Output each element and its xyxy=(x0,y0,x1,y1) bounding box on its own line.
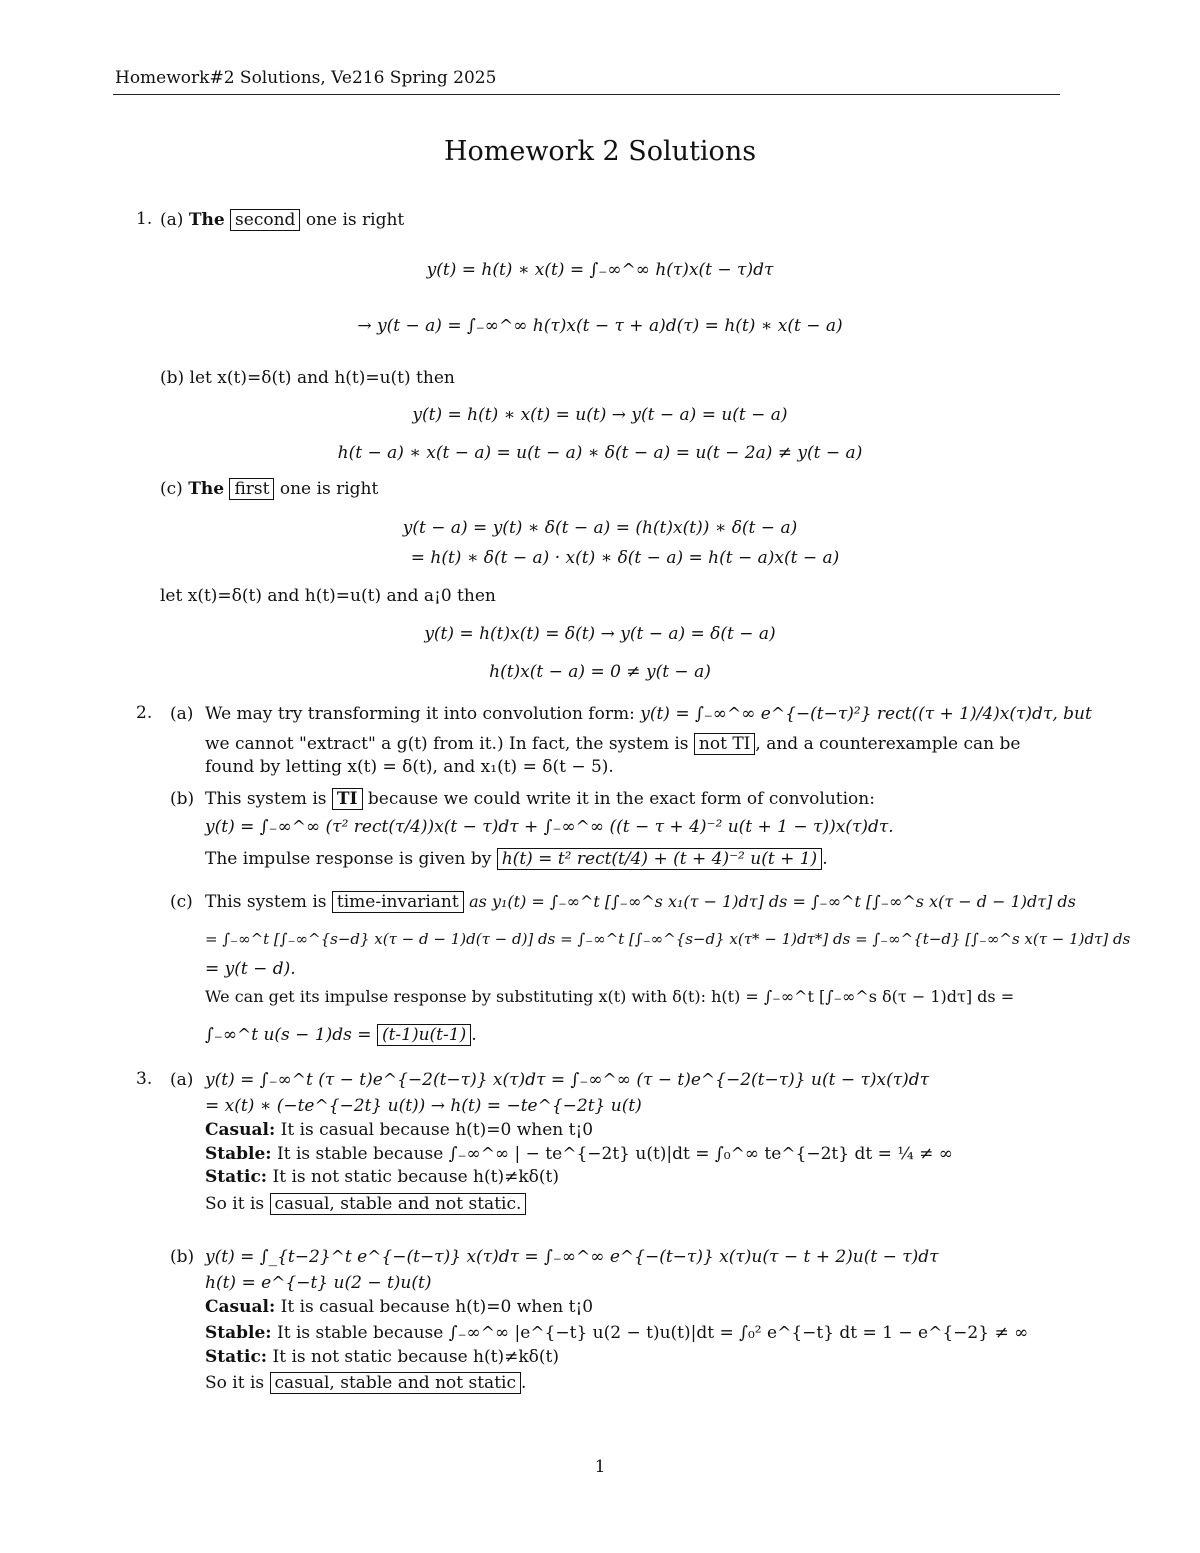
q2b-line3a: The impulse response is given by xyxy=(205,849,492,869)
q3b-label: (b) xyxy=(170,1247,195,1267)
page-title: Homework 2 Solutions xyxy=(443,136,757,167)
q3a-static-text: It is not static because h(t)≠kδ(t) xyxy=(272,1167,559,1187)
q1a-the: The xyxy=(188,210,225,230)
q3b-stable-label: Stable: xyxy=(205,1323,272,1343)
q3b-stable-text: It is stable because ∫₋∞^∞ |e^{−t} u(2 − t)u(t)|dt = ∫₀² e^{−t} dt = 1 − e^{−2} ≠ ∞ xyxy=(277,1323,1029,1343)
q1b-eq1: y(t) = h(t) ∗ x(t) = u(t) → y(t − a) = u(t − a) xyxy=(412,405,788,425)
q3a-casual-text: It is casual because h(t)=0 when t¡0 xyxy=(280,1120,594,1140)
q2b-answer-box: TI xyxy=(332,788,363,810)
q3a-static xyxy=(205,1166,559,1188)
q2c-line5 xyxy=(205,1024,477,1046)
q1c-text2: let x(t)=δ(t) and h(t)=u(t) and a¡0 then xyxy=(160,586,496,606)
q1c-answer-box: first xyxy=(229,478,274,500)
q3a-label: (a) xyxy=(170,1070,194,1090)
running-header xyxy=(113,68,1060,95)
q2a-line2a: we cannot "extract" a g(t) from it.) In fact, the system is xyxy=(205,734,689,754)
q2c-line5a: ∫₋∞^t u(s − 1)ds = xyxy=(205,1025,372,1045)
q2c-line2: = ∫₋∞^t [∫₋∞^{s−d} x(τ − d − 1)d(τ − d)] ds = ∫₋∞^t [∫₋∞^{s−d} x(τ* − 1)dτ*] ds = ∫₋∞^{t−d} [∫₋∞^s x(τ − 1)dτ] ds xyxy=(205,930,1131,948)
q3a-conclusion xyxy=(205,1193,526,1215)
q2b-line1a: This system is xyxy=(205,789,327,809)
q2c-line5b: . xyxy=(471,1025,477,1045)
q3a-casual xyxy=(205,1119,593,1141)
q2a-line1a: We may try transforming it into convolution form: xyxy=(205,704,635,724)
q3a-casual-label: Casual: xyxy=(205,1120,276,1140)
q2c-answer-box: time-invariant xyxy=(332,891,464,913)
q2a-answer-box: not TI xyxy=(694,733,755,755)
q2a-line2b: , and a counterexample can be xyxy=(755,734,1021,754)
q1c-eq4: h(t)x(t − a) = 0 ≠ y(t − a) xyxy=(489,662,711,682)
q3b-line1: y(t) = ∫_{t−2}^t e^{−(t−τ)} x(τ)dτ = ∫₋∞^∞ e^{−(t−τ)} x(τ)u(τ − t + 2)u(t − τ)dτ xyxy=(205,1247,939,1267)
q2a-line2 xyxy=(205,733,1020,755)
q3a-line2: = x(t) ∗ (−te^{−2t} u(t)) → h(t) = −te^{−2t} u(t) xyxy=(205,1096,642,1116)
q3b-line2: h(t) = e^{−t} u(2 − t)u(t) xyxy=(205,1273,432,1293)
q2b-line3b: . xyxy=(822,849,828,869)
q1c-eq2: = h(t) ∗ δ(t − a) · x(t) ∗ δ(t − a) = h(t − a)x(t − a) xyxy=(410,548,840,568)
q3b-static-text: It is not static because h(t)≠kδ(t) xyxy=(272,1347,559,1367)
q2c-line1b: as y₁(t) = ∫₋∞^t [∫₋∞^s x₁(τ − 1)dτ] ds = ∫₋∞^t [∫₋∞^s x(τ − d − 1)dτ] ds xyxy=(469,892,1076,911)
q1c-label: (c) xyxy=(160,479,183,499)
q2c-line1 xyxy=(205,891,1076,913)
q2c-line4: We can get its impulse response by substituting x(t) with δ(t): h(t) = ∫₋∞^t [∫₋∞^s δ(τ − 1)dτ] ds = xyxy=(205,987,1015,1006)
q1a-eq2: → y(t − a) = ∫₋∞^∞ h(τ)x(t − τ + a)d(τ) = h(t) ∗ x(t − a) xyxy=(357,316,843,336)
q1c-eq3: y(t) = h(t)x(t) = δ(t) → y(t − a) = δ(t − a) xyxy=(424,624,776,644)
q2a-line1 xyxy=(205,703,1092,725)
q1b-text: (b) let x(t)=δ(t) and h(t)=u(t) then xyxy=(160,368,455,388)
q3a-stable-label: Stable: xyxy=(205,1144,272,1164)
q2b-impulse-box: h(t) = t² rect(t/4) + (t + 4)⁻² u(t + 1) xyxy=(497,848,822,870)
q1c-eq1: y(t − a) = y(t) ∗ δ(t − a) = (h(t)x(t)) ∗ δ(t − a) xyxy=(402,518,798,538)
q2b-line1b: because we could write it in the exact form of convolution: xyxy=(367,789,875,809)
q3a-so: So it is xyxy=(205,1194,265,1214)
q1c-line xyxy=(160,478,378,500)
q1a-answer-box: second xyxy=(230,209,300,231)
q2-number: 2. xyxy=(136,703,153,723)
q3b-casual-label: Casual: xyxy=(205,1297,276,1317)
q3-number: 3. xyxy=(136,1069,153,1089)
q2b-line2: y(t) = ∫₋∞^∞ (τ² rect(τ/4))x(t − τ)dτ + ∫₋∞^∞ ((t − τ + 4)⁻² u(t + 1 − τ))x(τ)dτ. xyxy=(205,817,894,837)
q2b-line3 xyxy=(205,848,828,870)
page-number: 1 xyxy=(594,1457,606,1477)
q3b-conclusion xyxy=(205,1372,526,1394)
q2b-label: (b) xyxy=(170,789,195,809)
running-title: Homework#2 Solutions, Ve216 Spring 2025 xyxy=(115,68,497,88)
q1a-rest: one is right xyxy=(305,210,405,230)
q2a-line3: found by letting x(t) = δ(t), and x₁(t) = δ(t − 5). xyxy=(205,757,614,777)
q1c-rest: one is right xyxy=(279,479,379,499)
q3a-answer-box: casual, stable and not static. xyxy=(270,1193,527,1215)
q2c-line1a: This system is xyxy=(205,892,327,912)
q1a-line xyxy=(160,209,404,231)
q1b-eq2: h(t − a) ∗ x(t − a) = u(t − a) ∗ δ(t − a) = u(t − 2a) ≠ y(t − a) xyxy=(337,443,863,463)
q2c-label: (c) xyxy=(170,892,193,912)
q2c-line3: = y(t − d). xyxy=(205,959,296,979)
q2a-line1b: y(t) = ∫₋∞^∞ e^{−(t−τ)²} rect((τ + 1)/4)x(τ)dτ, but xyxy=(640,704,1092,724)
q3a-static-label: Static: xyxy=(205,1167,268,1187)
q2c-impulse-box: (t-1)u(t-1) xyxy=(377,1024,471,1046)
q1a-eq1: y(t) = h(t) ∗ x(t) = ∫₋∞^∞ h(τ)x(t − τ)dτ xyxy=(426,260,774,280)
q3a-stable xyxy=(205,1143,953,1165)
q3b-so: So it is xyxy=(205,1373,265,1393)
q3a-line1: y(t) = ∫₋∞^t (τ − t)e^{−2(t−τ)} x(τ)dτ = ∫₋∞^∞ (τ − t)e^{−2(t−τ)} u(t − τ)x(τ)dτ xyxy=(205,1070,930,1090)
q3b-casual-text: It is casual because h(t)=0 when t¡0 xyxy=(280,1297,594,1317)
q3b-answer-box: casual, stable and not static xyxy=(270,1372,521,1394)
q3b-casual xyxy=(205,1296,593,1318)
q2b-line1 xyxy=(205,788,875,810)
q1c-the: The xyxy=(188,479,225,499)
q3b-end: . xyxy=(520,1373,527,1393)
q3a-stable-text: It is stable because ∫₋∞^∞ | − te^{−2t} u(t)|dt = ∫₀^∞ te^{−2t} dt = ¼ ≠ ∞ xyxy=(277,1144,953,1164)
q1-number: 1. xyxy=(136,209,153,229)
q3b-static xyxy=(205,1346,559,1368)
q2a-label: (a) xyxy=(170,704,194,724)
q3b-stable xyxy=(205,1322,1028,1344)
q3b-static-label: Static: xyxy=(205,1347,268,1367)
q1a-label: (a) xyxy=(160,210,184,230)
